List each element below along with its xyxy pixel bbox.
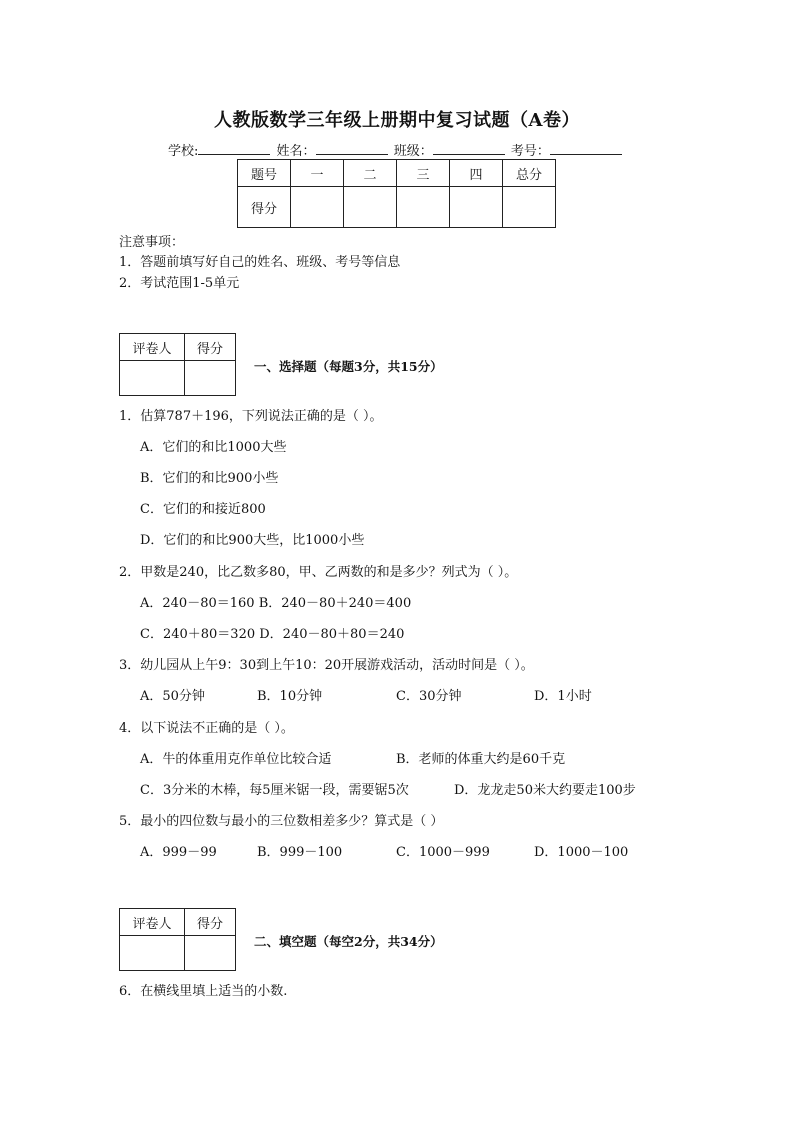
notes-title: 注意事项： xyxy=(119,235,185,250)
student-info-line xyxy=(168,140,624,159)
answer-option: A．240－80＝160 B．240－80＋240＝400 xyxy=(140,596,412,611)
answer-option: B．它们的和比900小些 xyxy=(140,471,279,486)
class-blank xyxy=(433,140,505,155)
id-blank xyxy=(550,140,622,155)
name-label: 姓名： xyxy=(276,144,316,159)
grader-cell xyxy=(185,936,236,971)
answer-option: B．老师的体重大约是60千克 xyxy=(396,752,566,767)
grader-cell xyxy=(185,361,236,396)
score-cell xyxy=(344,187,397,228)
score-cell xyxy=(503,187,556,228)
score-header-1: 一 xyxy=(291,160,344,187)
answer-option: C．它们的和接近800 xyxy=(140,502,266,517)
page-title: 人教版数学三年级上册期中复习试题（A卷） xyxy=(214,110,580,131)
answer-option: C．240＋80＝320 D．240－80＋80＝240 xyxy=(140,627,405,642)
school-label: 学校: xyxy=(168,144,199,159)
grader-score-label: 得分 xyxy=(185,909,236,936)
answer-option: B．10分钟 xyxy=(257,689,323,704)
grader-cell xyxy=(120,361,185,396)
question-stem: 1．估算787＋196，下列说法正确的是（ ）。 xyxy=(119,409,383,424)
note-item: 1．答题前填写好自己的姓名、班级、考号等信息 xyxy=(119,255,401,270)
answer-option: D．龙龙走50米大约要走100步 xyxy=(454,783,636,798)
question-stem: 6．在横线里填上适当的小数. xyxy=(119,984,288,999)
score-row-label: 得分 xyxy=(238,187,291,228)
question-stem: 3．幼儿园从上午9：30到上午10：20开展游戏活动，活动时间是（ ）。 xyxy=(119,658,534,673)
answer-option: D．1000－100 xyxy=(534,845,629,860)
question-stem: 4．以下说法不正确的是（ ）。 xyxy=(119,721,294,736)
school-blank xyxy=(198,140,270,155)
grader-cell xyxy=(120,936,185,971)
answer-option: B．999－100 xyxy=(257,845,343,860)
score-table xyxy=(237,159,556,228)
section-heading: 一、选择题（每题3分，共15分） xyxy=(254,359,443,374)
question-stem: 2．甲数是240，比乙数多80，甲、乙两数的和是多少？列式为（ ）。 xyxy=(119,565,518,580)
grader-table xyxy=(119,908,236,971)
section-heading: 二、填空题（每空2分，共34分） xyxy=(254,934,443,949)
answer-option: D．1小时 xyxy=(534,689,592,704)
class-label: 班级： xyxy=(393,144,433,159)
score-header-4: 四 xyxy=(450,160,503,187)
answer-option: C．1000－999 xyxy=(396,845,490,860)
note-item: 2．考试范围1-5单元 xyxy=(119,276,240,291)
score-header-3: 三 xyxy=(397,160,450,187)
grader-table xyxy=(119,333,236,396)
answer-option: A．牛的体重用克作单位比较合适 xyxy=(140,752,332,767)
id-label: 考号： xyxy=(510,144,550,159)
answer-option: C．30分钟 xyxy=(396,689,462,704)
score-header-2: 二 xyxy=(344,160,397,187)
score-header-label: 题号 xyxy=(238,160,291,187)
answer-option: D．它们的和比900大些，比1000小些 xyxy=(140,533,365,548)
answer-option: A．50分钟 xyxy=(140,689,205,704)
grader-score-label: 得分 xyxy=(185,334,236,361)
name-blank xyxy=(316,140,388,155)
score-cell xyxy=(397,187,450,228)
answer-option: A．它们的和比1000大些 xyxy=(140,440,287,455)
question-stem: 5．最小的四位数与最小的三位数相差多少？算式是（ ） xyxy=(119,814,444,829)
grader-label: 评卷人 xyxy=(120,334,185,361)
score-cell xyxy=(450,187,503,228)
score-header-total: 总分 xyxy=(503,160,556,187)
grader-label: 评卷人 xyxy=(120,909,185,936)
score-cell xyxy=(291,187,344,228)
answer-option: C．3分米的木棒，每5厘米锯一段，需要锯5次 xyxy=(140,783,409,798)
answer-option: A．999－99 xyxy=(140,845,217,860)
